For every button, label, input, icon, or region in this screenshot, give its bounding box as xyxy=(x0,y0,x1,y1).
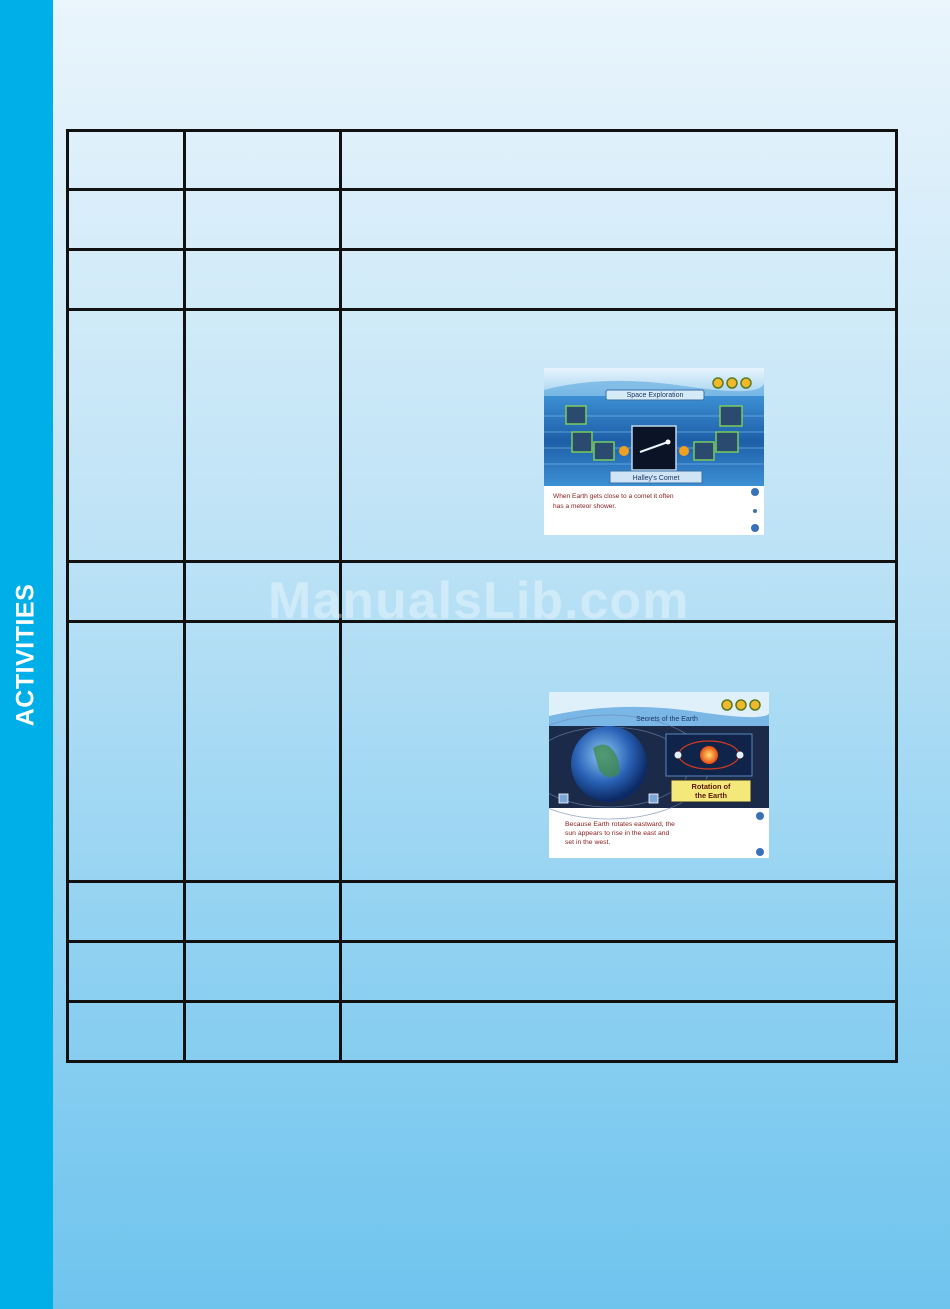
screen-title: Space Exploration xyxy=(626,392,684,399)
thumbnail-icon xyxy=(694,442,714,460)
close-icon xyxy=(741,378,751,388)
zoom-icon xyxy=(559,794,568,803)
settings-icon xyxy=(713,378,723,388)
row-divider xyxy=(66,1000,898,1003)
thumbnail-icon xyxy=(716,432,738,452)
sidebar xyxy=(0,0,53,1309)
comet-caption: Halley's Comet xyxy=(632,475,680,482)
arrow-left-icon xyxy=(619,446,629,456)
row-divider xyxy=(66,880,898,883)
scroll-down-icon xyxy=(751,524,759,532)
earth-small-icon xyxy=(737,752,744,759)
row-divider xyxy=(66,188,898,191)
thumbnail-icon xyxy=(594,442,614,460)
table-border-left xyxy=(66,129,69,1063)
fact-text-line: has a meteor shower. xyxy=(553,503,617,510)
settings-icon xyxy=(722,700,732,710)
fact-text-line: set in the west. xyxy=(565,839,611,846)
sun-icon xyxy=(700,746,718,764)
row-divider xyxy=(66,248,898,251)
row-divider xyxy=(66,308,898,311)
table-border-top xyxy=(66,129,898,132)
help-icon xyxy=(727,378,737,388)
scroll-up-icon xyxy=(751,488,759,496)
sidebar-label: ACTIVITIES xyxy=(11,583,40,727)
fact-text-line: When Earth gets close to a comet it often xyxy=(553,493,674,500)
diagram-label-line: Rotation of xyxy=(691,782,731,791)
thumbnail-icon xyxy=(720,406,742,426)
row-divider xyxy=(66,560,898,563)
screen-title: Secrets of the Earth xyxy=(636,716,698,723)
fact-text-line: Because Earth rotates eastward, the xyxy=(565,821,675,828)
fact-text-line: sun appears to rise in the east and xyxy=(565,830,670,837)
earth-small-icon xyxy=(675,752,682,759)
space-exploration-screenshot xyxy=(544,368,764,535)
diagram-label-line: the Earth xyxy=(694,791,728,800)
zoom-icon xyxy=(649,794,658,803)
table-border-bottom xyxy=(66,1060,898,1063)
watermark: ManualsLib.com xyxy=(268,572,690,630)
close-icon xyxy=(750,700,760,710)
thumbnail-icon xyxy=(572,432,592,452)
row-divider xyxy=(66,940,898,943)
help-icon xyxy=(736,700,746,710)
column-divider xyxy=(183,129,186,1063)
table-border-right xyxy=(895,129,898,1063)
scroll-up-icon xyxy=(756,812,764,820)
arrow-right-icon xyxy=(679,446,689,456)
thumbnail-icon xyxy=(566,406,586,424)
scroll-down-icon xyxy=(756,848,764,856)
secrets-of-the-earth-screenshot xyxy=(549,692,769,858)
